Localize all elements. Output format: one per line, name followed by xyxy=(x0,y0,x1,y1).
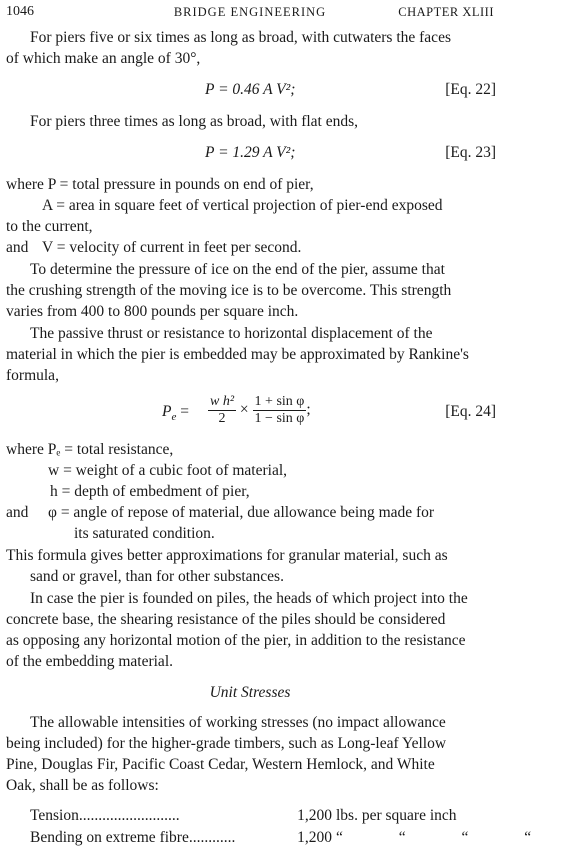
definition-line: A = area in square feet of vertical projection of pier-end exposed xyxy=(42,197,443,214)
fraction: $\frac{\text{w h²}}{2}$ xyxy=(210,394,235,426)
equation-number: [Eq. 22] xyxy=(445,81,496,98)
fraction: $\frac{\text{1 + sin φ}}{\text{1 − sin φ}}$ xyxy=(254,394,305,426)
equation-24: $P_e$ = $\frac{\text{w h²}}{2}$ × $\frac{\text{1 + sin φ}}{\text{1 − sin φ}}$ ; [Eq. 24] xyxy=(162,394,496,426)
row-unit: “ “ “ “ xyxy=(336,829,558,846)
paragraph-line: varies from 400 to 800 pounds per square inch. xyxy=(6,303,299,320)
paragraph-line: as opposing any horizontal motion of the pier, in addition to the resistance xyxy=(6,632,466,649)
paragraph-line: formula, xyxy=(6,367,59,384)
paragraph-line: of the embedding material. xyxy=(6,653,173,670)
paragraph-line: The allowable intensities of working stresses (no impact allowance xyxy=(30,714,446,731)
paragraph-line: being included) for the higher-grade timbers, such as Long-leaf Yellow xyxy=(6,735,447,752)
paragraph-line: This formula gives better approximations for granular material, such as xyxy=(6,547,448,564)
paragraph-line: of which make an angle of 30°, xyxy=(6,50,201,67)
equation-number: [Eq. 24] xyxy=(445,403,496,420)
paragraph-line: For piers five or six times as long as broad, with cutwaters the faces xyxy=(30,29,451,46)
paragraph-line: In case the pier is founded on piles, the heads of which project into the xyxy=(30,590,468,607)
row-label: Bending on extreme fibre............ xyxy=(30,829,236,846)
equation-text: P = 0.46 A V²; xyxy=(205,81,296,98)
paragraph-line: The passive thrust or resistance to horizontal displacement of the xyxy=(30,325,433,342)
definition-line: h = depth of embedment of pier, xyxy=(50,483,250,500)
running-title: BRIDGE ENGINEERING xyxy=(173,5,327,19)
definition-line: where Pₑ = total resistance, xyxy=(6,441,174,458)
row-label: Tension.......................... xyxy=(30,807,180,824)
paragraph-line: For piers three times as long as broad, with flat ends, xyxy=(30,113,359,130)
row-value: 1,200 xyxy=(297,829,332,846)
book-page: 1046 BRIDGE ENGINEERING CHAPTER XLIII For piers five or six times as long as broad, with cutwaters the faces of which make an angle of 30°, P = 0.46 A V²; [Eq. 22] For piers three times as long as broad, with flat ends, P = 1.29 A V²; [Eq. 23] where P = total pressure in pounds on end of pier, A = area in square feet of vertical projection of pier-end exposed to the current, and V = velocity of current in feet per second. To determine the pressure of ice on the end of the pier, assume that the crushing strength of the moving ice is to be overcome. This strength varies from 400 to 800 pounds per square inch. The passive thrust or resistance to horizontal displacement of the material in which the pier is embedded may be approximated by Rankine's formula, $P_e$ = $\frac{\text{w h²}}{2}$ × $\frac{\text{1 + sin φ}}{\text{1 − sin φ}}$ ; [Eq. 24] where Pₑ = total resistance, w = weight of a cubic foot of material, h = depth of embedment of pier, and φ = angle of repose of material, due allowance being made for its saturated condition. This formula gives better approximations for granular material, such as sand or gravel, than for other substances. In case the pier is founded on piles, the heads of which project into the concrete base, the shearing resistance of the piles should be considered as opposing any horizontal motion of the pier, in addition to the resistance of the embedding material. Unit Stresses The allowable intensities of working stresses (no impact allowance being included) for the higher-grade timbers, such as Long-leaf Yellow Pine, Douglas Fir, Pacific Coast Cedar, Western Hemlock, and White Oak, shall be as follows: Tension.......................... 1,200 lbs. per square inch Bending on extreme fibre............ 1,200 “ “ “ “ xyxy=(0,0,500,862)
paragraph-line: To determine the pressure of ice on the end of the pier, assume that xyxy=(30,261,445,278)
definition-line: where P = total pressure in pounds on end of pier, xyxy=(6,176,314,193)
paragraph-line: material in which the pier is embedded may be approximated by Rankine's xyxy=(6,346,469,363)
chapter-label: CHAPTER XLIII xyxy=(398,5,494,19)
paragraph-line: Pine, Douglas Fir, Pacific Coast Cedar, Western Hemlock, and White xyxy=(6,756,435,773)
definition-line: to the current, xyxy=(6,218,93,235)
paragraph-line: concrete base, the shearing resistance of the piles should be considered xyxy=(6,611,446,628)
page-number: 1046 xyxy=(6,4,34,19)
definition-line: w = weight of a cubic foot of material, xyxy=(48,462,288,479)
equation-text: P = 1.29 A V²; xyxy=(205,144,296,161)
section-heading: Unit Stresses xyxy=(209,684,291,701)
row-value: 1,200 xyxy=(297,807,332,824)
paragraph-line: the crushing strength of the moving ice is to be overcome. This strength xyxy=(6,282,452,299)
definition-line: its saturated condition. xyxy=(74,525,215,542)
row-unit: lbs. per square inch xyxy=(336,807,457,824)
paragraph-line: sand or gravel, than for other substances. xyxy=(30,568,284,585)
paragraph-line: Oak, shall be as follows: xyxy=(6,777,159,794)
equation-number: [Eq. 23] xyxy=(445,144,496,161)
